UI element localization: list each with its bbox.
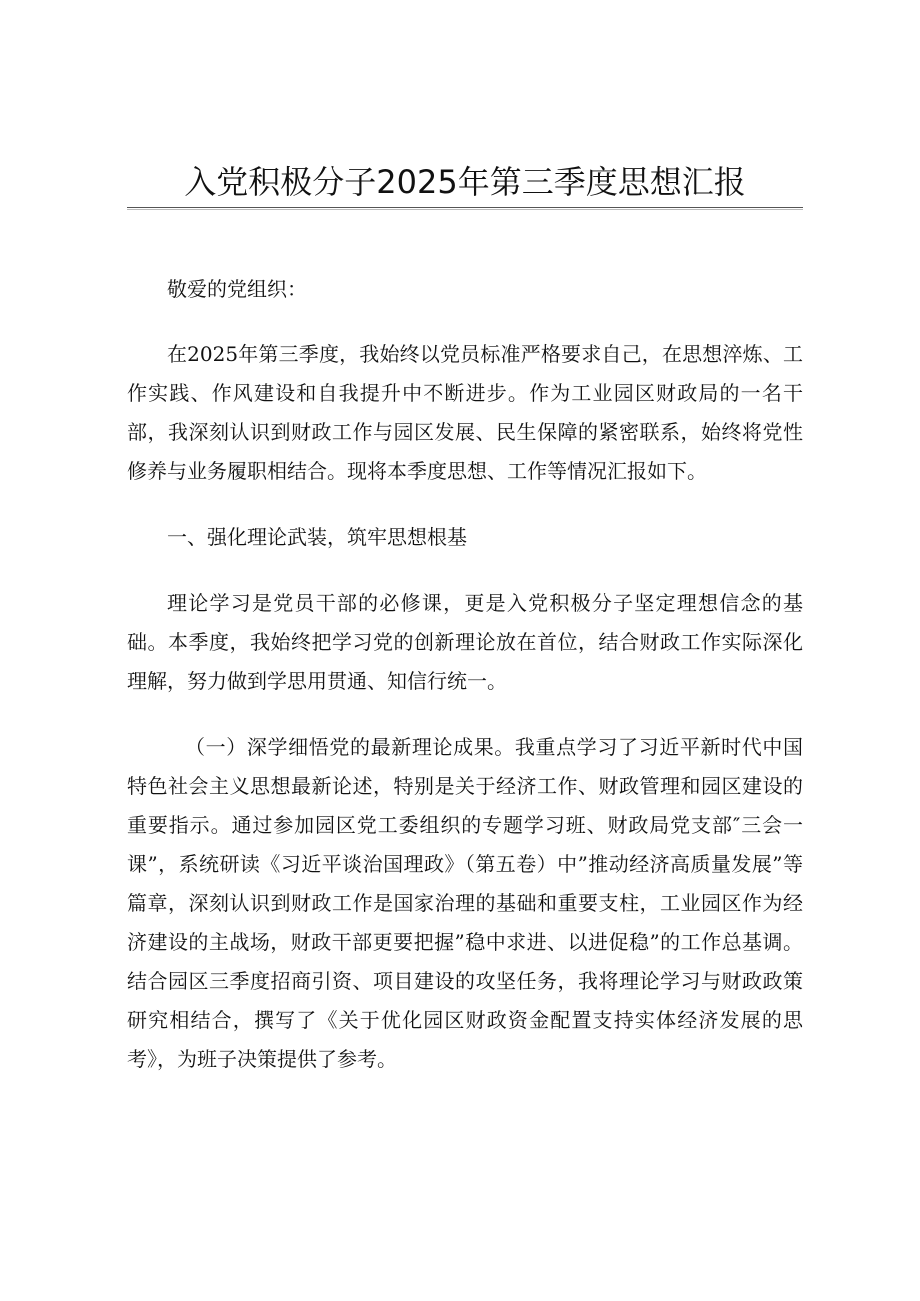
paragraph-theory: 理论学习是党员干部的必修课，更是入党积极分子坚定理想信念的基础。本季度，我始终把学习党的创新理论放在首位，结合财政工作实际深化理解，努力做到学思用贯通、知信行统一。 [127, 591, 803, 693]
document-body [127, 270, 803, 1106]
title-underline-shadow [127, 209, 803, 210]
paragraph-intro: 在2025年第三季度，我始终以党员标准严格要求自己，在思想淬炼、工作实践、作风建设和自我提升中不断进步。作为工业园区财政局的一名干部，我深刻认识到财政工作与园区发展、民生保障的紧密联系，始终将党性修养与业务履职相结合。现将本季度思想、工作等情况汇报如下。 [127, 342, 803, 483]
section-heading-1: 一、强化理论武装，筑牢思想根基 [167, 525, 467, 549]
title-underline [127, 207, 803, 208]
paragraph-subsection-1: （一）深学细悟党的最新理论成果。我重点学习了习近平新时代中国特色社会主义思想最新论述，特别是关于经济工作、财政管理和园区建设的重要指示。通过参加园区党工委组织的专题学习班、财政局党支部″三会一课”，系统研读《习近平谈治国理政》（第五卷）中”推动经济高质量发展”等篇章，深刻认识到财政工作是国家治理的基础和重要支柱，工业园区作为经济建设的主战场，财政干部更要把握”稳中求进、以进促稳”的工作总基调。结合园区三季度招商引资、项目建设的攻坚任务，我将理论学习与财政政策研究相结合，撰写了《关于优化园区财政资金配置支持实体经济发展的思考》，为班子决策提供了参考。 [127, 735, 803, 1071]
document-title: 入党积极分子2025年第三季度思想汇报 [184, 163, 746, 201]
salutation: 敬爱的党组织： [167, 277, 307, 301]
